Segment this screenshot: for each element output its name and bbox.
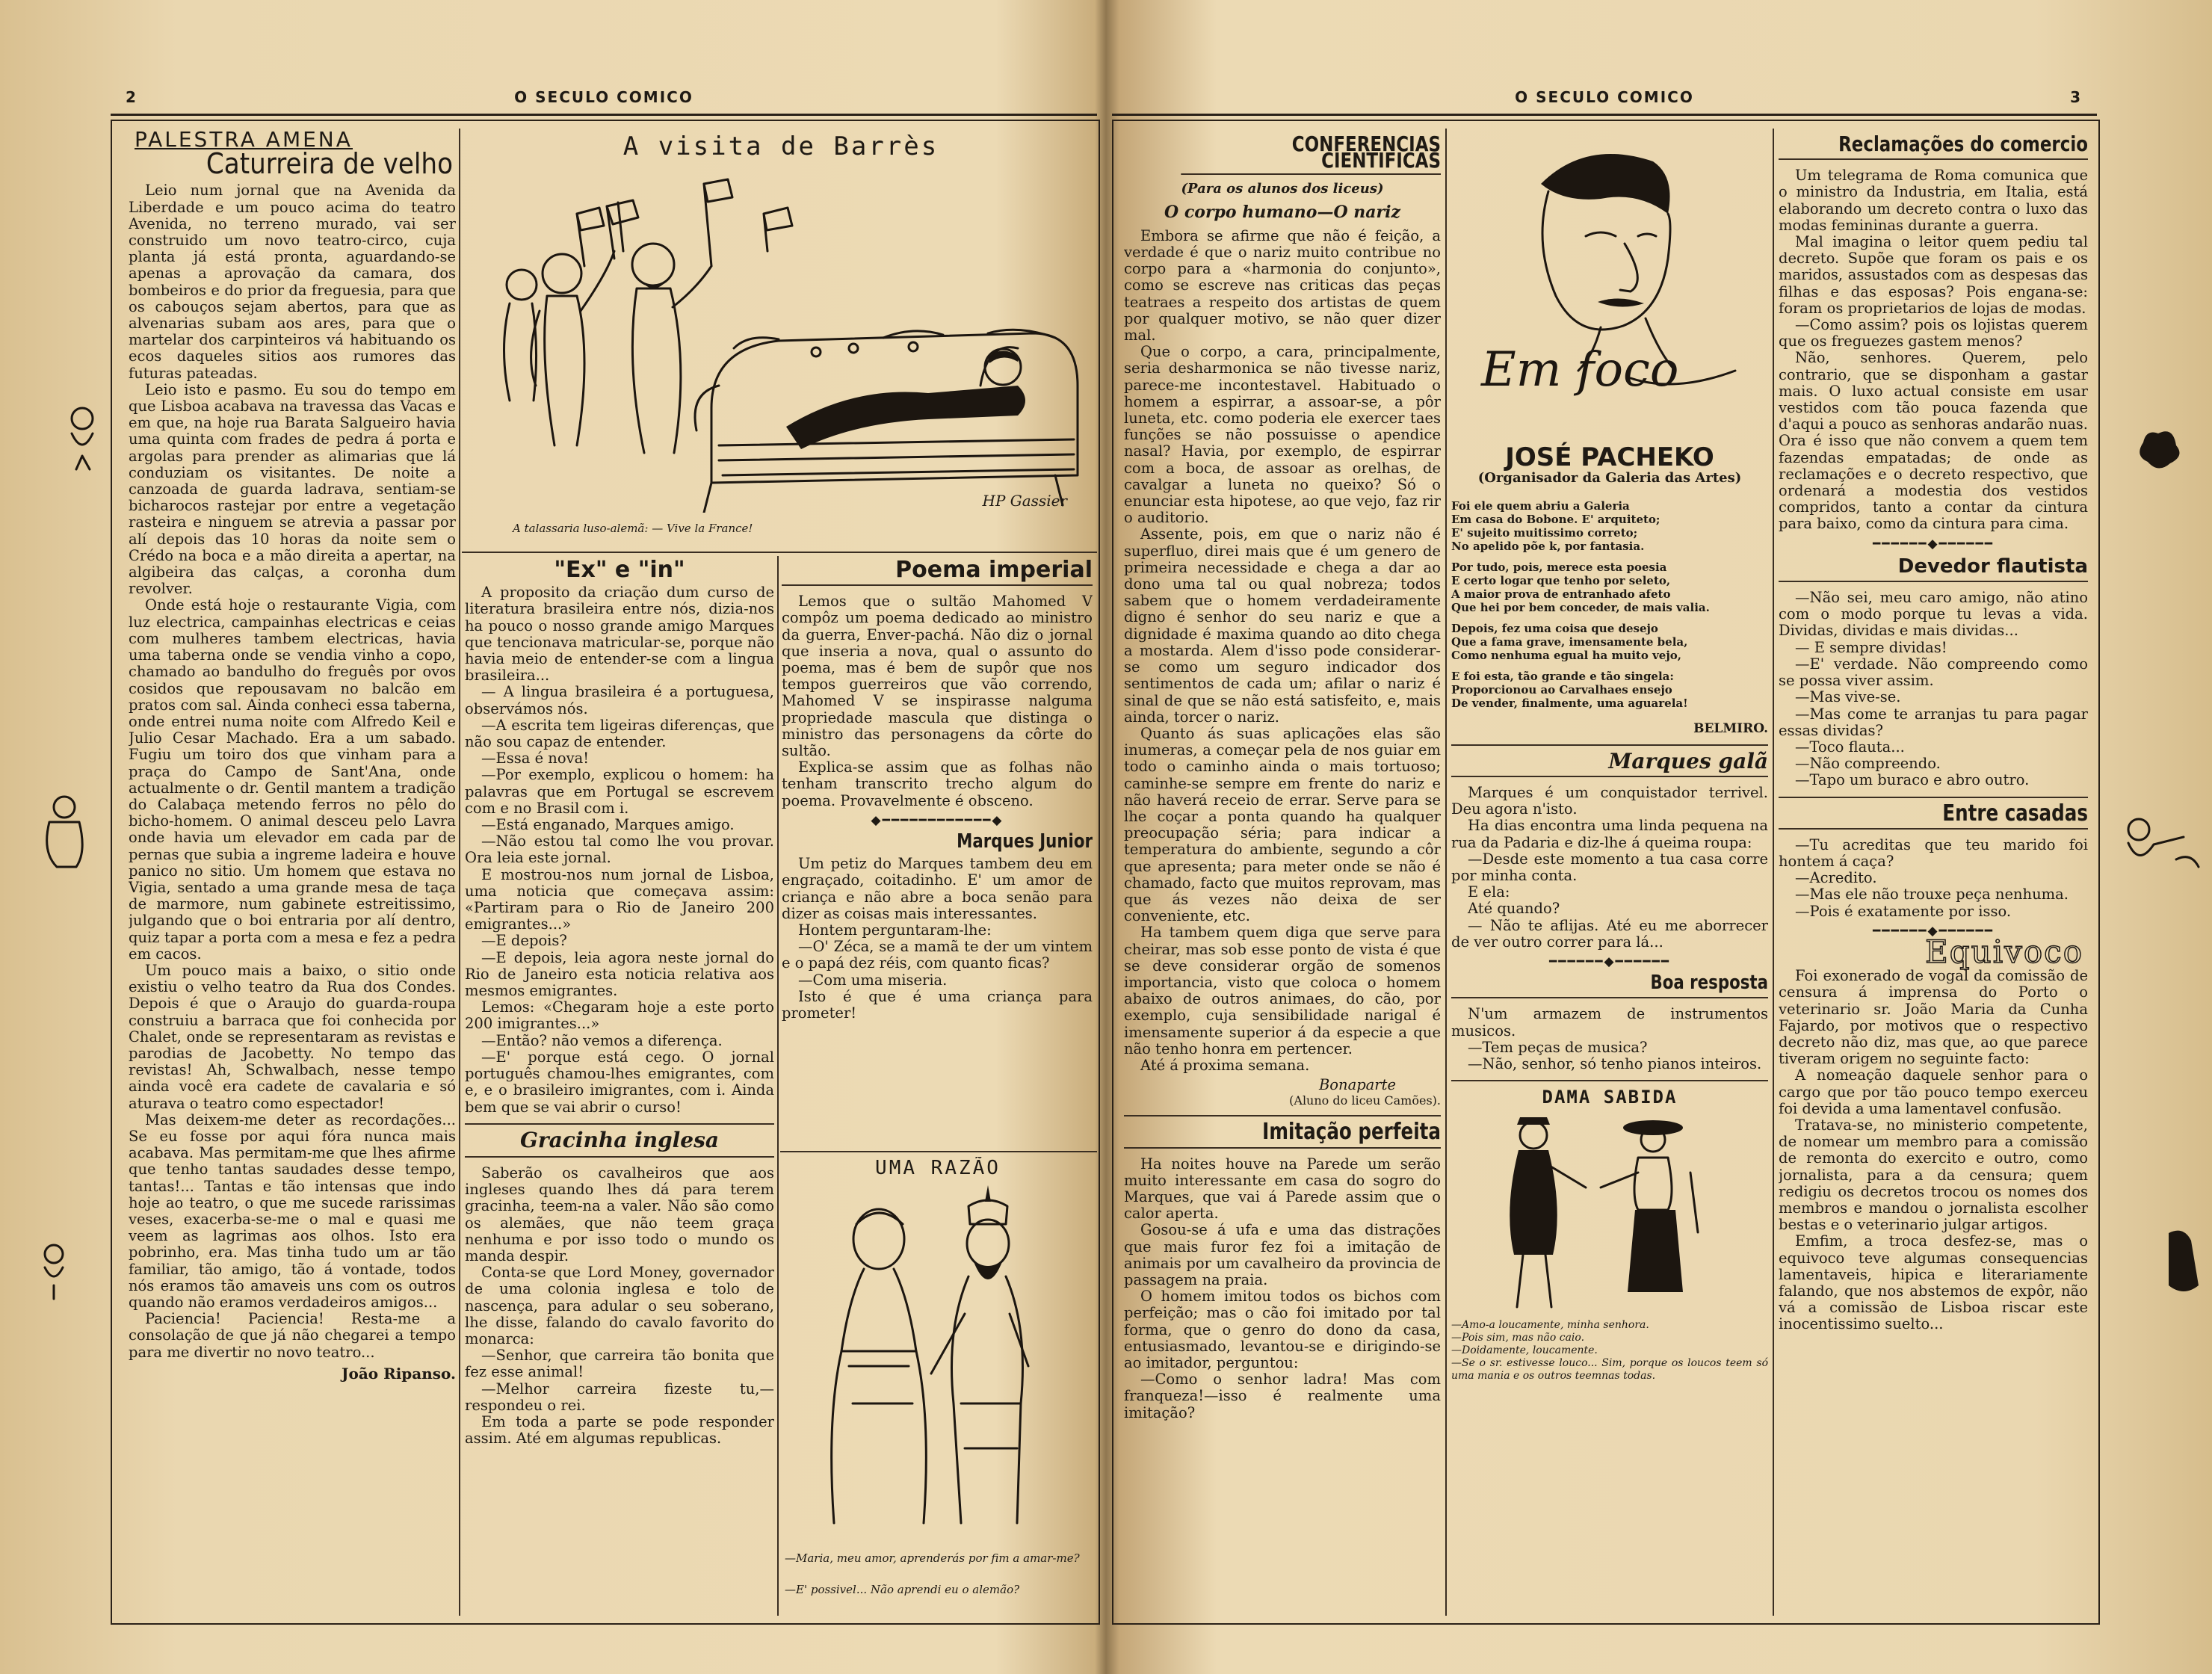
conferencias-column bbox=[1124, 132, 1441, 1614]
marques-gala-paragraph: Marques é um conquistador terrivel. Deu agora n'isto. bbox=[1451, 784, 1768, 818]
imitacao-paragraph: —Como o senhor ladra! Mas com franqueza!—isso é realmente uma imitação? bbox=[1124, 1371, 1441, 1421]
section-divider bbox=[1451, 744, 1768, 746]
em-foco-signature: BELMIRO. bbox=[1693, 720, 1768, 736]
equivoco-paragraph: Tratava-se, no ministerio competente, de nomear um membro para a comissão de remonta do exercito e outro, como jornalista, para a da censura; quem redigiu os decretos trocou os nomes dos membros e mandou o jornalista escolher bestas e o veterinario julgar artigos. bbox=[1779, 1116, 2088, 1234]
uma-razao-caption-1: —Maria, meu amor, aprenderás por fim a amar-me? bbox=[785, 1551, 1080, 1565]
equivoco-title: Equivoco bbox=[1925, 933, 2083, 970]
entre-casadas-title: Entre casadas bbox=[1942, 800, 2088, 827]
dama-sabida-caption: —Se o sr. estivesse louco... Sim, porque os loucos teem só uma mania e os outros teemnas todas. bbox=[1451, 1356, 1768, 1382]
conferencias-topic: O corpo humano—O nariz bbox=[1164, 202, 1400, 222]
column-rule bbox=[1773, 129, 1774, 1616]
ornament-divider: ━━━━━━◆━━━━━━ bbox=[1873, 536, 1994, 552]
marques-gala-paragraph: Ha dias encontra uma linda pequena na rua da Padaria e diz-lhe á queima roupa: bbox=[1451, 817, 1768, 851]
entre-casadas-paragraph: —Tu acreditas que teu marido foi hontem á caça? bbox=[1779, 836, 2088, 870]
ex-in-paragraph: —A escrita tem ligeiras diferenças, que não sou capaz de entender. bbox=[465, 716, 774, 751]
column-rule bbox=[777, 556, 779, 1616]
verse-line: E' sujeito muitissimo correto; bbox=[1451, 525, 1638, 540]
entre-casadas-paragraph: —Mas ele não trouxe peça nenhuma. bbox=[1795, 886, 2069, 904]
dama-sabida-caption: —Doidamente, loucamente. bbox=[1451, 1344, 1598, 1356]
verse-gap bbox=[1451, 662, 1768, 670]
ex-in-paragraph: Lemos: «Chegaram hoje a este porto 200 imigrantes...» bbox=[465, 998, 774, 1033]
palestra-column bbox=[129, 129, 456, 1616]
barres-cartoon bbox=[465, 127, 1097, 546]
entre-casadas-paragraph: —Acredito. bbox=[1795, 869, 1877, 887]
palestra-paragraph: Mas deixem-me deter as recordações... Se eu fosse por aqui fóra nunca mais acabava. Mas permitam-me que lhes afirme que tenho tantas saudades desse tempo, tantas!... Tantas e tão intensas que indo hoje ao teatro, o que me sucede rarissimas veses, exacerba-se-me o mal e quasi me veem as lagrimas aos olhos. Isto era pobrinho, era. Mas tinha tudo um ar tão familiar, tão amigo, tão á vontade, todos nós eramos tão amaveis uns com os outros quando não eramos verdadeiros amigos... bbox=[129, 1111, 456, 1312]
section-divider bbox=[1124, 1147, 1441, 1149]
gracinha-paragraph: —Senhor, que carreira tão bonita que fez esse animal! bbox=[465, 1347, 774, 1381]
margin-doodle-icon bbox=[60, 404, 105, 471]
section-divider bbox=[465, 1156, 774, 1158]
masthead: O SECULO COMICO bbox=[1515, 88, 1694, 106]
ornament-divider: ━━━━━━◆━━━━━━ bbox=[1549, 954, 1670, 970]
ex-in-paragraph: —Essa é nova! bbox=[481, 750, 590, 767]
dama-sabida-captions bbox=[1451, 1319, 1768, 1383]
reclamacoes-column bbox=[1779, 132, 2088, 1614]
section-divider bbox=[1124, 1115, 1441, 1116]
palestra-kicker: PALESTRA AMENA bbox=[135, 129, 353, 152]
gracinha-paragraph: Saberão os cavalheiros que aos ingleses quando lhes dá para terem gracinha, teem-na a valer. Não são como os alemães, que não teem graça nenhuma e por isso todo o mundo os manda despir. bbox=[465, 1164, 774, 1264]
conferencias-paragraph: Quanto ás suas aplicações elas são inumeras, a começar pela de nos guiar em todo o caminho ainda o mais tortuoso; caminhe-se sempre em frente do nariz e não haverá receio de errar. Serve para se lhe coçar a ponta quando ha qualquer preocupação séria; para indicar a temperatura do ambiente, segundo a côr que apresenta; para meter onde se não é chamado, facto que muitos reprovam, mas que ás vezes não deixa de ser conveniente, etc. bbox=[1124, 724, 1441, 925]
devedor-title: Devedor flautista bbox=[1897, 555, 2088, 578]
dama-sabida-title: DAMA SABIDA bbox=[1542, 1087, 1678, 1108]
masthead: O SECULO COMICO bbox=[514, 88, 693, 106]
verse-gap bbox=[1451, 614, 1768, 622]
imitacao-paragraph: Gosou-se á ufa e uma das distrações que mais furor fez foi a imitação de animais por um cavalheiro da provincia de passagem na praia. bbox=[1124, 1221, 1441, 1288]
ink-blot-icon bbox=[2128, 418, 2188, 478]
page-number: 3 bbox=[2070, 88, 2082, 106]
section-divider bbox=[1779, 158, 2088, 160]
reclamacoes-title: Reclamações do comercio bbox=[1838, 132, 2088, 156]
section-divider bbox=[1451, 1080, 1768, 1081]
poema-title: Poema imperial bbox=[895, 557, 1093, 583]
section-divider bbox=[780, 1151, 1097, 1152]
marques-gala-paragraph: —Desde este momento a tua casa corre por minha conta. bbox=[1451, 850, 1768, 885]
em-foco-name: JOSÉ PACHEKO bbox=[1505, 442, 1714, 473]
uma-razao-drawing bbox=[782, 1179, 1094, 1538]
boa-resposta-paragraph: —Não, senhor, só tenho pianos inteiros. bbox=[1468, 1055, 1762, 1073]
ex-in-paragraph: —E depois, leia agora neste jornal do Rio de Janeiro esta noticia relativa aos mesmos emigrantes. bbox=[465, 948, 774, 1000]
barres-caption: A talassaria luso-alemã: — Vive la France! bbox=[513, 522, 753, 535]
marques-junior-paragraph: Um petiz do Marques tambem deu em engraçado, coitadinho. E' um amor de criança e não abre a boca senão para dizer as coisas mais interessantes. bbox=[782, 855, 1093, 922]
section-divider bbox=[465, 1123, 774, 1125]
conferencias-title: CONFERENCIAS CIENTIFICAS bbox=[1181, 136, 1441, 175]
section-divider bbox=[1451, 997, 1768, 998]
conferencias-signature: Bonaparte bbox=[1318, 1076, 1396, 1094]
palestra-paragraph: Paciencia! Paciencia! Resta-me a consolação de que já não chegarei a tempo para me divertir no novo teatro... bbox=[129, 1310, 456, 1361]
column-rule bbox=[459, 129, 460, 1616]
verse-line: De vender, finalmente, uma aguarela! bbox=[1451, 696, 1688, 710]
reclamacoes-paragraph: Mal imagina o leitor quem pediu tal decreto. Supõe que foram os pais e os maridos, assustados com as despesas das filhas e das esposas? Pois engana-se: foram os proprietarios de lojas de modas. bbox=[1779, 233, 2088, 317]
uma-razao-title: UMA RAZÃO bbox=[875, 1157, 1001, 1179]
verse-line: Que hei por bem conceder, de mais valia. bbox=[1451, 600, 1710, 614]
verse-line: Como nenhuma egual ha muito vejo, bbox=[1451, 648, 1681, 662]
ex-in-paragraph: —E' porque está cego. O jornal português chamou-lhes emigrantes, com e, e o brasileiro imigrantes, com i. Ainda bem que se vai abrir o curso! bbox=[465, 1048, 774, 1116]
verse-line: E foi esta, tão grande e tão singela: bbox=[1451, 669, 1674, 683]
marques-gala-paragraph: E ela: bbox=[1468, 883, 1510, 901]
devedor-paragraph: —E' verdade. Não compreendo como se possa viver assim. bbox=[1779, 655, 2088, 690]
marques-junior-paragraph: Hontem perguntaram-lhe: bbox=[798, 921, 992, 939]
poema-column bbox=[782, 556, 1093, 1146]
devedor-paragraph: —Mas come te arranjas tu para pagar essas dividas? bbox=[1779, 705, 2088, 739]
conferencias-signature-note: (Aluno do liceu Camões). bbox=[1289, 1093, 1441, 1108]
conferencias-paragraph: Assente, pois, em que o nariz não é superfluo, direi mais que é um genero de primeira necessidade e chega a dar ao dono uma tal ou qual nobreza; todos sabem que o homem verdadeiramente digno é senhor do seu nariz e que a dignidade é maxima quando ao dito chega a mostarda. Alem d'isso pode considerar-se como um seguro indicador dos sentimentos de cada um; afilar o nariz é sinal de que se não está satisfeito, e, mais ainda, torcer o nariz. bbox=[1124, 525, 1441, 726]
ex-in-paragraph: —E depois? bbox=[481, 932, 567, 950]
devedor-paragraph: —Tapo um buraco e abro outro. bbox=[1795, 771, 2030, 789]
pacheko-portrait bbox=[1451, 132, 1768, 445]
ex-in-paragraph: —Não estou tal como lhe vou provar. Ora leia este jornal. bbox=[465, 833, 774, 867]
equivoco-paragraph: Emfim, a troca desfez-se, mas o equivoco teve algumas consequencias lamentaveis, hipica e literariamente falando, que nos abstemos de expôr, não vá a comissão de Lisboa riscar este inocentissimo suelto... bbox=[1779, 1232, 2088, 1333]
boa-resposta-title: Boa resposta bbox=[1650, 972, 1768, 995]
uma-razao-cartoon bbox=[782, 1157, 1094, 1616]
equivoco-paragraph: Foi exonerado de vogal da comissão de censura á imprensa do Porto o veterinario sr. João Maria da Cunha Fajardo, por motivos que o respectivo decreto não diz, mas que, ao que parece tiveram origem no seguinte facto: bbox=[1779, 967, 2088, 1068]
conferencias-paragraph: Embora se afirme que não é feição, a verdade é que o nariz muito contribue no corpo para a «harmonia do conjunto», como se escreve nas criticas das peças teatraes a respeito dos artistas de quem por qualquer motivo, se não quer dizer mal. bbox=[1124, 226, 1441, 345]
poema-paragraph: Lemos que o sultão Mahomed V compôz um poema dedicado ao ministro da guerra, Enver-pachá. Não diz o jornal que inseria a nova, qual o assunto do poema, mas é bem de supôr que nos tempos guerreiros que vão correndo, Mahomed V se inspirasse nalguma propriedade mascula que distinga o ministro das personagens da côrte do sultão. bbox=[782, 593, 1093, 760]
conferencias-paragraph: Até á proxima semana. bbox=[1140, 1056, 1310, 1074]
ornament-divider: ◆━━━━━━━━━━━━◆ bbox=[871, 812, 1004, 828]
section-divider bbox=[1779, 797, 2088, 798]
palestra-paragraph: Um pouco mais a baixo, o sitio onde existiu o velho teatro da Rua dos Condes. Depois é que o Araujo do guarda-roupa construiu a barraca que foi conhecida por Chalet, onde se representaram as revistas e parodias de Jacobetty. No tempo das revistas! Ah, Schwalbach, nesse tempo ainda você era cadete de cavalaria e só aturava o teatro como espectador! bbox=[129, 961, 456, 1112]
section-divider bbox=[1451, 776, 1768, 777]
verse-gap bbox=[1451, 553, 1768, 560]
em-foco-subtitle: (Organisador da Galeria das Artes) bbox=[1477, 470, 1742, 487]
reclamacoes-paragraph: Um telegrama de Roma comunica que o ministro da Industria, em Italia, está elaborando um decreto contra o luxo das modas femininas durante a guerra. bbox=[1779, 167, 2088, 234]
margin-doodle-icon bbox=[31, 1241, 76, 1300]
verse-line: A maior prova de entranhado afeto bbox=[1451, 587, 1671, 601]
equivoco-paragraph: A nomeação daquele senhor para o cargo que por tão pouco tempo exerceu foi devida a uma lamentavel confusão. bbox=[1779, 1066, 2088, 1117]
em-foco-column bbox=[1451, 132, 1768, 1614]
verse-line: Depois, fez uma coisa que desejo bbox=[1451, 621, 1658, 635]
boa-resposta-paragraph: N'um armazem de instrumentos musicos. bbox=[1451, 1005, 1768, 1040]
palestra-paragraph: Onde está hoje o restaurante Vigia, com luz electrica, campainhas electricas e ceias com mulheres tambem electricas, havia uma taberna onde se vendia vinho a copo, chamado ao bandulho do freguês por ovos cosidos que repousavam no balcão em pratos com sal. Ainda conheci essa taberna, onde entrei numa noite com Alfredo Keil e Julio Cesar Machado. Era a um sabado. Fugiu um toiro dos que vinham para a praça do Campo de Sant'Ana, onde actualmente o dr. Gentil mantem a tradição do Calabaça metendo ferros no pêlo do bicho-homem. O animal desceu pelo Lavra onde havia um elevador em cada par de pernas que subia a ingreme ladeira e houve panico no sitio. Um homem que estava no Vigia, sentado a uma grande mesa de taça de marmore, num gabinete estreitissimo, julgando que o boi entraria por alí dentro, quiz tapar a porta com a mesa e fez a pedra em cacos. bbox=[129, 596, 456, 963]
margin-doodle-icon bbox=[34, 792, 94, 874]
ex-in-paragraph: —Por exemplo, explicou o homem: ha palavras que em Portugal se escrevem com e no Brasil com i. bbox=[465, 766, 774, 817]
devedor-paragraph: —Toco flauta... bbox=[1795, 738, 1905, 756]
poema-paragraph: Explica-se assim que as folhas não tenham transcrito trecho algum do poema. Provavelmente é obsceno. bbox=[782, 759, 1093, 809]
ex-in-paragraph: —Então? não vemos a diferença. bbox=[481, 1031, 723, 1049]
right-page bbox=[1107, 0, 2212, 1674]
devedor-paragraph: —Mas vive-se. bbox=[1795, 688, 1901, 706]
conferencias-paragraph: Que o corpo, a cara, principalmente, seria desharmonica se não tivesse nariz, parece-me incontestavel. Habituado o homem a espirrar, a assoar-se, a pôr luneta, etc. como poderia ele exercer taes funções se não possuisse o apendice nasal? Havia, por exemplo, de espirrar com a boca, de assoar as orelhas, de cavalgar a luneta no queixo? Só o enunciar esta hipotese, ao que vejo, faz rir o auditorio. bbox=[1124, 343, 1441, 527]
left-header bbox=[111, 84, 1097, 116]
ex-in-paragraph: E mostrou-nos num jornal de Lisboa, uma noticia que começava assim: «Partiram para o Rio de Janeiro 200 emigrantes...» bbox=[465, 865, 774, 933]
dama-sabida-caption: —Pois sim, mas não caio. bbox=[1451, 1331, 1585, 1344]
palestra-paragraph: Leio num jornal que na Avenida da Liberdade e um pouco acima do teatro Avenida, no terreno murado, vai ser construido um novo teatro-circo, cuja planta já está pronta, aguardando-se apenas a aprovação da camara, dos bombeiros e do prior da freguesia, para que os cabouços sejam abertos, para que as alvenarias subam aos ares, para que o martelar dos carpinteiros vá habituando os ecos daqueles sitios aos rumores das futuras pateadas. bbox=[129, 182, 456, 382]
ex-in-paragraph: — A lingua brasileira é a portuguesa, observámos nós. bbox=[465, 683, 774, 717]
reclamacoes-paragraph: —Como assim? pois os lojistas querem que os freguezes gastem menos? bbox=[1779, 316, 2088, 350]
page-number: 2 bbox=[126, 88, 138, 106]
palestra-paragraph: Leio isto e pasmo. Eu sou do tempo em que Lisboa acabava na travessa das Vacas e em que, na hoje rua Barata Salgueiro havia uma quinta com frades de pedra á porta e argolas para prender as alimarias que lá conduziam os visitantes. De noite a canzoada de guarda ladrava, sentiam-se bicharocos rastejar por entre a vegetação rasteira e ninguem se atrevia a passar por alí depois das 10 horas da noite sem o Crédo na boca e a mão direita a apertar, na algibeira das calças, a coronha dum revolver. bbox=[129, 380, 456, 598]
marques-gala-title: Marques galã bbox=[1608, 748, 1768, 773]
boa-resposta-paragraph: —Tem peças de musica? bbox=[1468, 1038, 1648, 1056]
verse-line: E certo logar que tenho por seleto, bbox=[1451, 573, 1671, 587]
section-divider bbox=[782, 584, 1093, 586]
left-page bbox=[0, 0, 1105, 1674]
marques-junior-title: Marques Junior bbox=[957, 830, 1093, 853]
ex-in-paragraph: A proposito da criação dum curso de literatura brasileira entre nós, dizia-nos ha pouco o nosso grande amigo Marques que tencionava matricular-se, porque não havia meio de entender-se com a lingua brasileira... bbox=[465, 584, 774, 685]
barres-title: A visita de Barrès bbox=[622, 132, 939, 161]
verse-line: Proporcionou ao Carvalhaes ensejo bbox=[1451, 682, 1672, 697]
entre-casadas-paragraph: —Pois é exatamente por isso. bbox=[1795, 902, 2012, 920]
barres-drawing bbox=[465, 161, 1097, 513]
margin-doodle-icon bbox=[2154, 1226, 2206, 1300]
dama-sabida-drawing bbox=[1451, 1105, 1768, 1315]
column-rule bbox=[1445, 129, 1447, 1616]
verse-line: Que a fama grave, imensamente bela, bbox=[1451, 634, 1688, 649]
gracinha-title: Gracinha inglesa bbox=[519, 1127, 720, 1152]
verse-line: Por tudo, pois, merece esta poesia bbox=[1451, 560, 1667, 574]
barres-artist-signature: HP Gassier bbox=[982, 492, 1067, 510]
margin-doodle-icon bbox=[2109, 807, 2206, 874]
ex-in-paragraph: —Está enganado, Marques amigo. bbox=[481, 816, 735, 834]
dama-sabida-caption: —Amo-a loucamente, minha senhora. bbox=[1451, 1318, 1649, 1331]
gracinha-paragraph: —Melhor carreira fizeste tu,—respondeu o rei. bbox=[465, 1380, 774, 1414]
verse-line: Em casa do Bobone. E' arquiteto; bbox=[1451, 512, 1660, 526]
devedor-paragraph: —Não compreendo. bbox=[1795, 755, 1941, 773]
imitacao-paragraph: Ha noites houve na Parede um serão muito interessante em casa do sogro do Marques, que vai á Parede assim que o calor aperta. bbox=[1124, 1155, 1441, 1223]
ex-in-column bbox=[465, 556, 774, 1616]
verse-line: No apelido põe k, por fantasia. bbox=[1451, 539, 1645, 553]
marques-junior-paragraph: Isto é que é uma criança para prometer! bbox=[782, 987, 1093, 1022]
verse-line: Foi ele quem abriu a Galeria bbox=[1451, 498, 1630, 513]
gracinha-paragraph: Conta-se que Lord Money, governador de uma colonia inglesa e tolo de nascença, para adular o seu soberano, lhe disse, falando do cavalo favorito do monarca: bbox=[465, 1264, 774, 1347]
gracinha-paragraph: Em toda a parte se pode responder assim. Até em algumas republicas. bbox=[465, 1412, 774, 1448]
imitacao-paragraph: O homem imitou todos os bichos com perfeição; mas o cão foi imitado por tal forma, que o genro do dono da casa, entusiasmado, levantou-se e dirigindo-se ao imitador, perguntou: bbox=[1124, 1288, 1441, 1372]
marques-junior-paragraph: —Com uma miseria. bbox=[798, 971, 948, 989]
devedor-paragraph: — E sempre dividas! bbox=[1795, 638, 1947, 656]
marques-gala-paragraph: — Não te aflijas. Até eu me aborrecer de ver outro correr para lá... bbox=[1451, 916, 1768, 951]
devedor-paragraph: —Não sei, meu caro amigo, não atino com o modo porque tu levas a vida. Dividas, dividas e mais dividas... bbox=[1779, 589, 2088, 640]
ex-in-title: "Ex" e "in" bbox=[554, 557, 685, 583]
em-foco-verse bbox=[1451, 499, 1768, 710]
imitacao-title: Imitação perfeita bbox=[1262, 1119, 1441, 1146]
ornament-divider: ━━━━━━◆━━━━━━ bbox=[1873, 923, 1994, 939]
marques-gala-paragraph: Até quando? bbox=[1468, 900, 1560, 918]
conferencias-subtitle: (Para os alunos dos liceus) bbox=[1181, 181, 1384, 197]
section-divider bbox=[1779, 581, 2088, 582]
em-foco-script: Em foco bbox=[1481, 342, 1679, 398]
palestra-title: Caturreira de velho bbox=[206, 147, 453, 181]
right-header bbox=[1112, 84, 2097, 116]
palestra-signature: João Ripanso. bbox=[342, 1364, 456, 1383]
section-divider bbox=[1779, 828, 2088, 830]
cartoon-divider bbox=[462, 552, 1097, 553]
reclamacoes-paragraph: Não, senhores. Querem, pelo contrario, que se disponham a gastar mais. O luxo actual consiste em usar vestidos com tão pouca fazenda que d'aqui a pouco as senhoras andarão nuas. Ora é isso que não convem a quem tem fazendas empatadas; de onde as reclamações e o decreto respectivo, que ordenará a modestia dos vestidos compridos, tanto a contar da cintura para baixo, como da cintura para cima. bbox=[1779, 349, 2088, 533]
conferencias-paragraph: Ha tambem quem diga que serve para cheirar, mas sob esse ponto de vista é que se deve considerar orgão de somenos importancia, visto que coloca o homem abaixo de outros animaes, do cão, por exemplo, cuja sensibilidade narigal é imensamente superior á da especie a que não tenho honra em pertencer. bbox=[1124, 924, 1441, 1057]
marques-junior-paragraph: —O' Zéca, se a mamã te der um vintem e o papá dez réis, com quanto ficas? bbox=[782, 938, 1093, 972]
uma-razao-caption-2: —E' possivel... Não aprendi eu o alemão? bbox=[785, 1583, 1020, 1596]
